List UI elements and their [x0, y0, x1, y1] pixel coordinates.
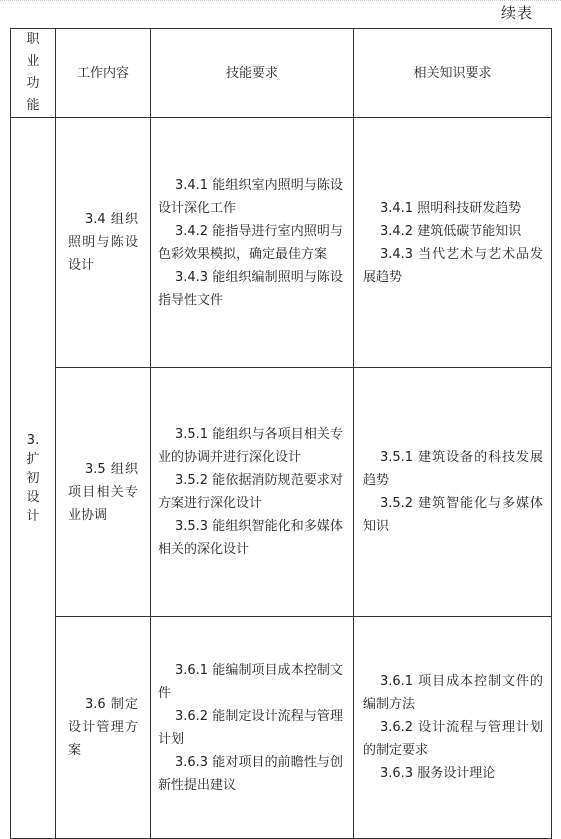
skill-item: 3.6.2 能制定设计流程与管理计划 — [158, 708, 343, 747]
work-text: 3.5 组织项目相关专业协调 — [68, 461, 138, 523]
knowledge-cell — [354, 617, 552, 839]
knowledge-item: 3.5.2 建筑智能化与多媒体知识 — [363, 496, 543, 534]
header-skill: 技能要求 — [151, 29, 354, 118]
work-text: 3.4 组织照明与陈设设计 — [68, 212, 138, 273]
skill-item: 3.6.3 能对项目的前瞻性与创新性提出建议 — [158, 754, 343, 793]
knowledge-cell — [354, 368, 552, 617]
skill-item: 3.4.3 能组织编制照明与陈设指导性文件 — [158, 269, 343, 308]
knowledge-item: 3.6.2 设计流程与管理计划的制定要求 — [363, 720, 543, 758]
skill-item: 3.4.2 能指导进行室内照明与色彩效果模拟，确定最佳方案 — [158, 223, 343, 262]
function-number: 3. — [26, 432, 40, 448]
knowledge-item: 3.4.1 照明科技研发趋势 — [380, 200, 522, 216]
knowledge-item: 3.6.3 服务设计理论 — [380, 766, 496, 781]
skill-item: 3.5.2 能依据消防规范要求对方案进行深化设计 — [158, 473, 343, 511]
knowledge-item: 3.6.1 项目成本控制文件的编制方法 — [363, 674, 543, 712]
table-row — [11, 118, 552, 368]
function-name: 扩初设计 — [26, 451, 40, 524]
work-cell — [56, 118, 151, 368]
header-row — [11, 29, 552, 118]
knowledge-item: 3.5.1 建筑设备的科技发展趋势 — [363, 450, 543, 488]
table-row — [11, 617, 552, 839]
work-cell — [56, 368, 151, 617]
skills-table — [10, 28, 552, 839]
continued-label: 续表 — [500, 4, 533, 22]
knowledge-item: 3.4.2 建筑低碳节能知识 — [380, 223, 522, 239]
table-row — [11, 368, 552, 617]
work-text: 3.6 制定设计管理方案 — [68, 697, 138, 758]
skill-cell — [151, 617, 354, 839]
skill-item: 3.5.3 能组织智能化和多媒体相关的深化设计 — [158, 519, 343, 557]
header-knowledge: 相关知识要求 — [354, 29, 552, 118]
skill-cell — [151, 118, 354, 368]
skill-cell — [151, 368, 354, 617]
skill-item: 3.4.1 能组织室内照明与陈设设计深化工作 — [158, 177, 343, 216]
header-work: 工作内容 — [56, 29, 151, 118]
function-cell — [11, 118, 56, 839]
header-function: 职业功能 — [11, 29, 56, 118]
knowledge-item: 3.4.3 当代艺术与艺术品发展趋势 — [363, 246, 543, 285]
knowledge-cell — [354, 118, 552, 368]
skill-item: 3.5.1 能组织与各项目相关专业的协调并进行深化设计 — [158, 427, 343, 465]
skill-item: 3.6.1 能编制项目成本控制文件 — [158, 662, 343, 701]
work-cell — [56, 617, 151, 839]
top-divider — [0, 0, 561, 1]
